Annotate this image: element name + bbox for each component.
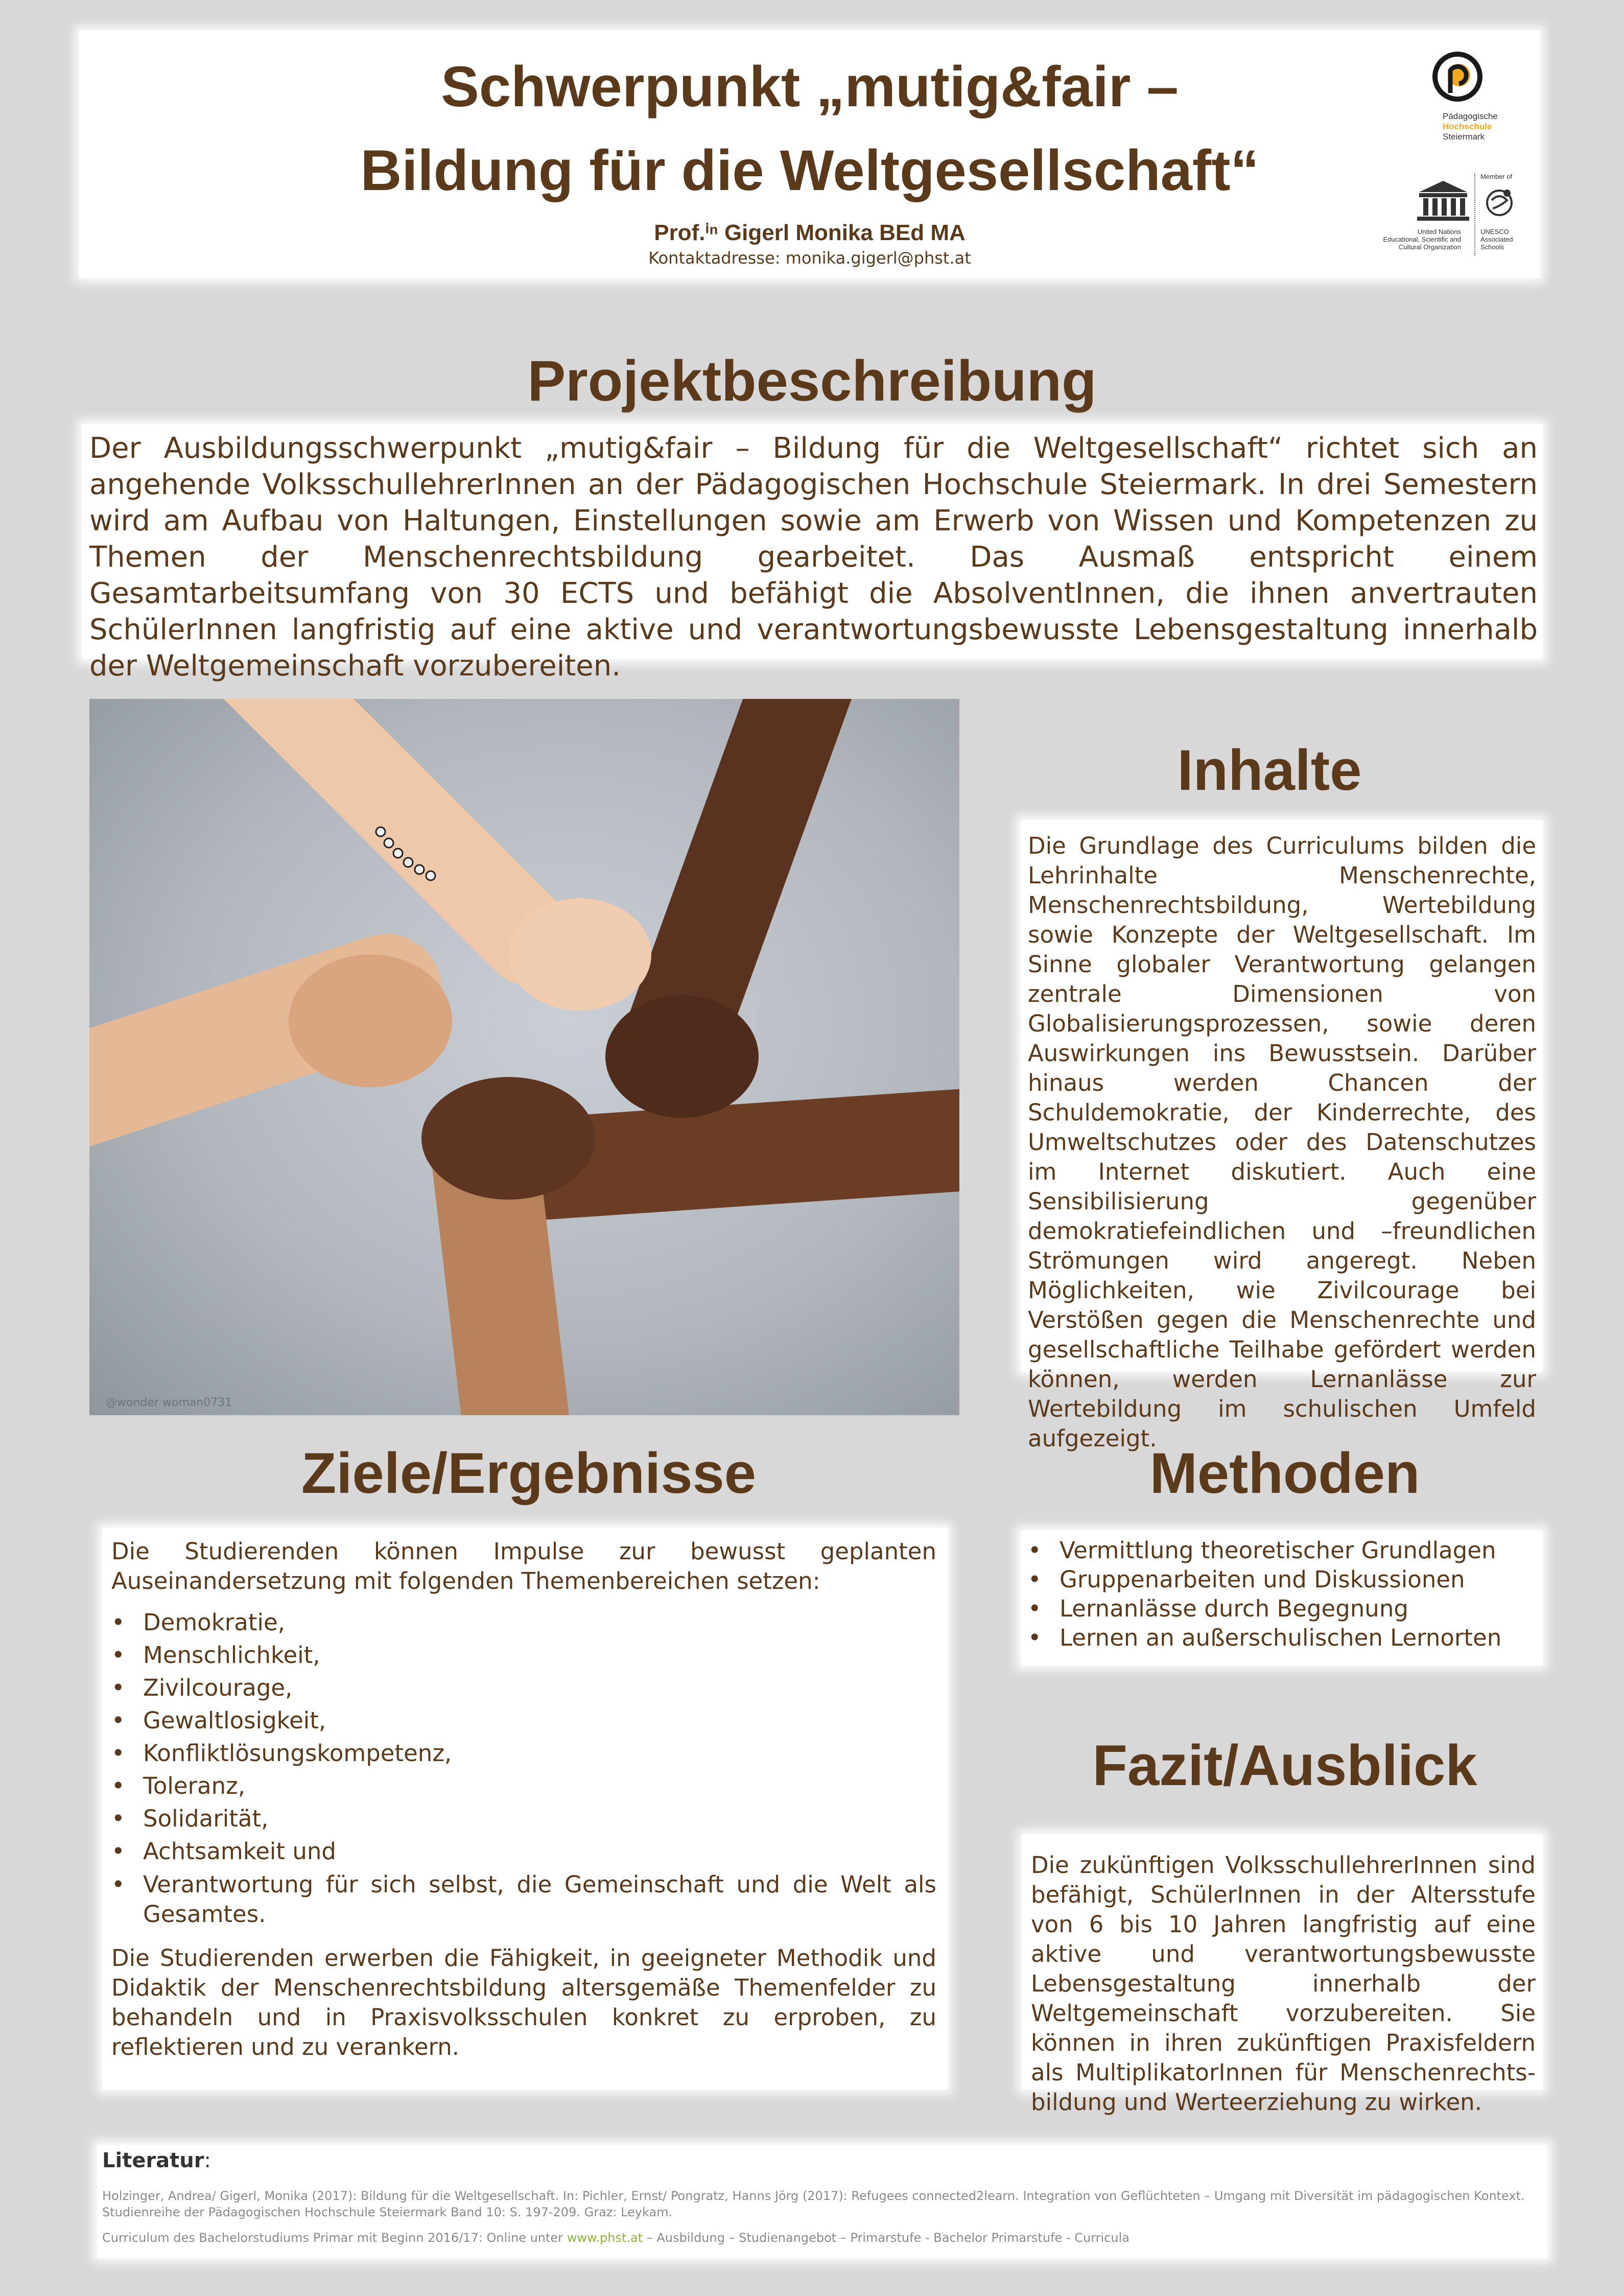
- phst-logo-line-2: Hochschule: [1443, 122, 1492, 131]
- literatur-label: Literatur: [102, 2149, 204, 2172]
- author-name: Prof.ⁱⁿ Gigerl Monika BEd MA: [654, 220, 966, 245]
- unesco-logo: [1379, 169, 1527, 255]
- list-item: • Toleranz,: [111, 1770, 936, 1802]
- projekt-text: Der Ausbildungsschwerpunkt „mutig&fair – Bildung für die Weltgesellschaft“ richtet sich an angehende VolksschullehrerInnen an der Pädagogischen Hochschule Steiermark. In drei Semestern wird am Aufbau von Haltungen, Einstellungen sowie am Erwerb von Wissen und Kompetenzen zu Themen der Menschenrechtsbildung gearbeitet. Das Ausmaß entspricht einem Gesamtarbeitsumfang von 30 ECTS und befähigt die AbsolventInnen, die ihnen anvertrauten SchülerInnen langfristig auf eine aktive und verantwortungsbewusste Lebensgestaltung innerhalb der Weltgemeinschaft vorzubereiten.: [89, 432, 1538, 683]
- phst-logo-line-3: Steiermark: [1443, 132, 1485, 142]
- list-item: • Demokratie,: [111, 1606, 936, 1639]
- inhalte-text: Die Grundlage des Curriculums bilden die Lehrinhalte Menschenrechte, Menschenrechtsbildung, Wertebildung sowie Konzepte der Weltgesellschaft. Im Sinne globaler Verantwortung gelangen zentrale Dimensionen von Globalisierungsprozessen, sowie deren Auswirkungen ins Bewusstsein. Darüber hinaus werden Chancen der Schuldemokratie, der Kinderrechte, des Umweltschutzes oder des Datenschutzes im Internet diskutiert. Auch eine Sensibilisierung gegenüber demokratiefeindlichen und –freundlichen Strömungen wird angeregt. Neben Möglichkeiten, wie Zivilcourage bei Verstößen gegen die Menschenrechte und gesellschaftliche Teilhabe gefördert werden können, werden Lernanlässe zur Wertebildung im schulischen Umfeld aufgezeigt.: [1028, 832, 1536, 1452]
- ziele-title: Ziele/Ergebnisse: [301, 1441, 757, 1505]
- fist-top-right: [605, 995, 759, 1118]
- fist-top: [508, 898, 651, 1011]
- fair-arm-top: [258, 699, 529, 939]
- fazit-title: Fazit/Ausblick: [1092, 1733, 1477, 1797]
- list-item: • Menschlichkeit,: [111, 1639, 936, 1672]
- unesco-org-name: [1383, 228, 1461, 251]
- dark-arm-top: [672, 699, 805, 1046]
- phst-link[interactable]: www.phst.at: [567, 2231, 643, 2245]
- phst-logo-icon: [1432, 51, 1483, 102]
- unesco-schools-line-1: UNESCO: [1480, 228, 1509, 236]
- list-item: • Lernen an außerschulischen Lernorten: [1028, 1623, 1536, 1652]
- unesco-schools-line-3: Schools: [1480, 243, 1504, 251]
- literatur-ref-2: [102, 2230, 1533, 2246]
- fist-left: [289, 954, 452, 1087]
- methoden-title: Methoden: [1149, 1441, 1420, 1505]
- list-item: • Konfliktlösungskompetenz,: [111, 1737, 936, 1770]
- fist-bottom: [421, 1077, 595, 1200]
- dark-arm-right: [539, 1138, 959, 1169]
- phst-logo-line-1: Pädagogische: [1443, 111, 1498, 121]
- list-item: • Lernanlässe durch Begegnung: [1028, 1594, 1536, 1623]
- literatur-ref-2-after: – Ausbildung – Studienangebot – Primarstufe - Bachelor Primarstufe - Curricula: [643, 2231, 1129, 2245]
- unesco-divider: [1474, 174, 1475, 255]
- unesco-org-line-1: United Nations: [1417, 228, 1461, 236]
- poster-title-line-2: Bildung für die Weltgesellschaft“: [360, 138, 1259, 202]
- list-item: • Vermittlung theoretischer Grundlagen: [1028, 1536, 1536, 1565]
- ziele-content: [111, 1537, 936, 2062]
- unesco-schools-line-2: Associated: [1480, 236, 1513, 243]
- list-item: • Gewaltlosigkeit,: [111, 1704, 936, 1737]
- fazit-text: Die zukünftigen VolksschullehrerInnen sind befähigt, SchülerInnen in der Altersstufe von 6 bis 10 Jahren langfristig auf eine aktive und verantwortungsbewusste Lebensgestaltung innerhalb der Weltgemeinschaft vorzubereiten. Sie können in ihren zukünftigen Praxisfeldern als MultiplikatorInnen für Menschenrechts-bildung und Werteerziehung zu wirken.: [1031, 1852, 1536, 2116]
- ziele-list: [111, 1606, 936, 1929]
- linked-hands-illustration: [89, 699, 959, 1415]
- list-item: • Verantwortung für sich selbst, die Gemeinschaft und die Welt als Gesamtes.: [111, 1868, 936, 1929]
- unesco-org-line-3: Cultural Organization: [1398, 243, 1461, 251]
- literatur-ref-2-before: Curriculum des Bachelorstudiums Primar mit Beginn 2016/17: Online unter: [102, 2231, 567, 2245]
- projekt-title: Projektbeschreibung: [527, 349, 1097, 413]
- inhalte-title: Inhalte: [1177, 738, 1362, 802]
- list-item: • Zivilcourage,: [111, 1672, 936, 1704]
- literatur-ref-1: Holzinger, Andrea/ Gigerl, Monika (2017): Bildung für die Weltgesellschaft. In: Pichler, Ernst/ Pongratz, Hanns Jörg (2017): Refugees connected2learn. Integration von Geflüchteten – Umgang mit Diversität im pädagogischen Kontext. Studienreihe der Pädagogischen Hochschule Steiermark Band 10: S. 197-209. Graz: Leykam.: [102, 2189, 1525, 2219]
- poster-title: [204, 45, 1415, 213]
- unesco-temple-icon: [1415, 179, 1471, 225]
- methoden-list: [1028, 1536, 1536, 1652]
- unesco-member-of: Member of: [1480, 173, 1513, 180]
- hands-photo: [89, 699, 959, 1415]
- unesco-schools: [1480, 228, 1513, 251]
- photo-credit: @wonder woman0731: [106, 1396, 232, 1409]
- ziele-outro: Die Studierenden erwerben die Fähigkeit, in geeigneter Methodik und Didaktik der Menschenrechtsbildung altersgemäße Themenfelder zu behandeln und in Praxisvolksschulen konkret zu erproben, zu reflektieren und zu verankern.: [111, 1944, 936, 2060]
- poster-title-line-1: Schwerpunkt „mutig&fair –: [441, 55, 1179, 119]
- ziele-intro: Die Studierenden können Impulse zur bewusst geplanten Auseinandersetzung mit folgenden Themenbereichen setzen:: [111, 1538, 936, 1595]
- literatur-colon: :: [204, 2149, 211, 2172]
- aspnet-icon: [1481, 185, 1517, 221]
- list-item: • Achtsamkeit und: [111, 1835, 936, 1868]
- contact-address: Kontaktadresse: monika.gigerl@phst.at: [648, 248, 971, 268]
- list-item: • Gruppenarbeiten und Diskussionen: [1028, 1565, 1536, 1594]
- list-item: • Solidarität,: [111, 1802, 936, 1835]
- literatur-heading: [102, 2148, 211, 2173]
- phst-logo: [1430, 51, 1502, 148]
- unesco-org-line-2: Educational, Scientific and: [1383, 236, 1461, 243]
